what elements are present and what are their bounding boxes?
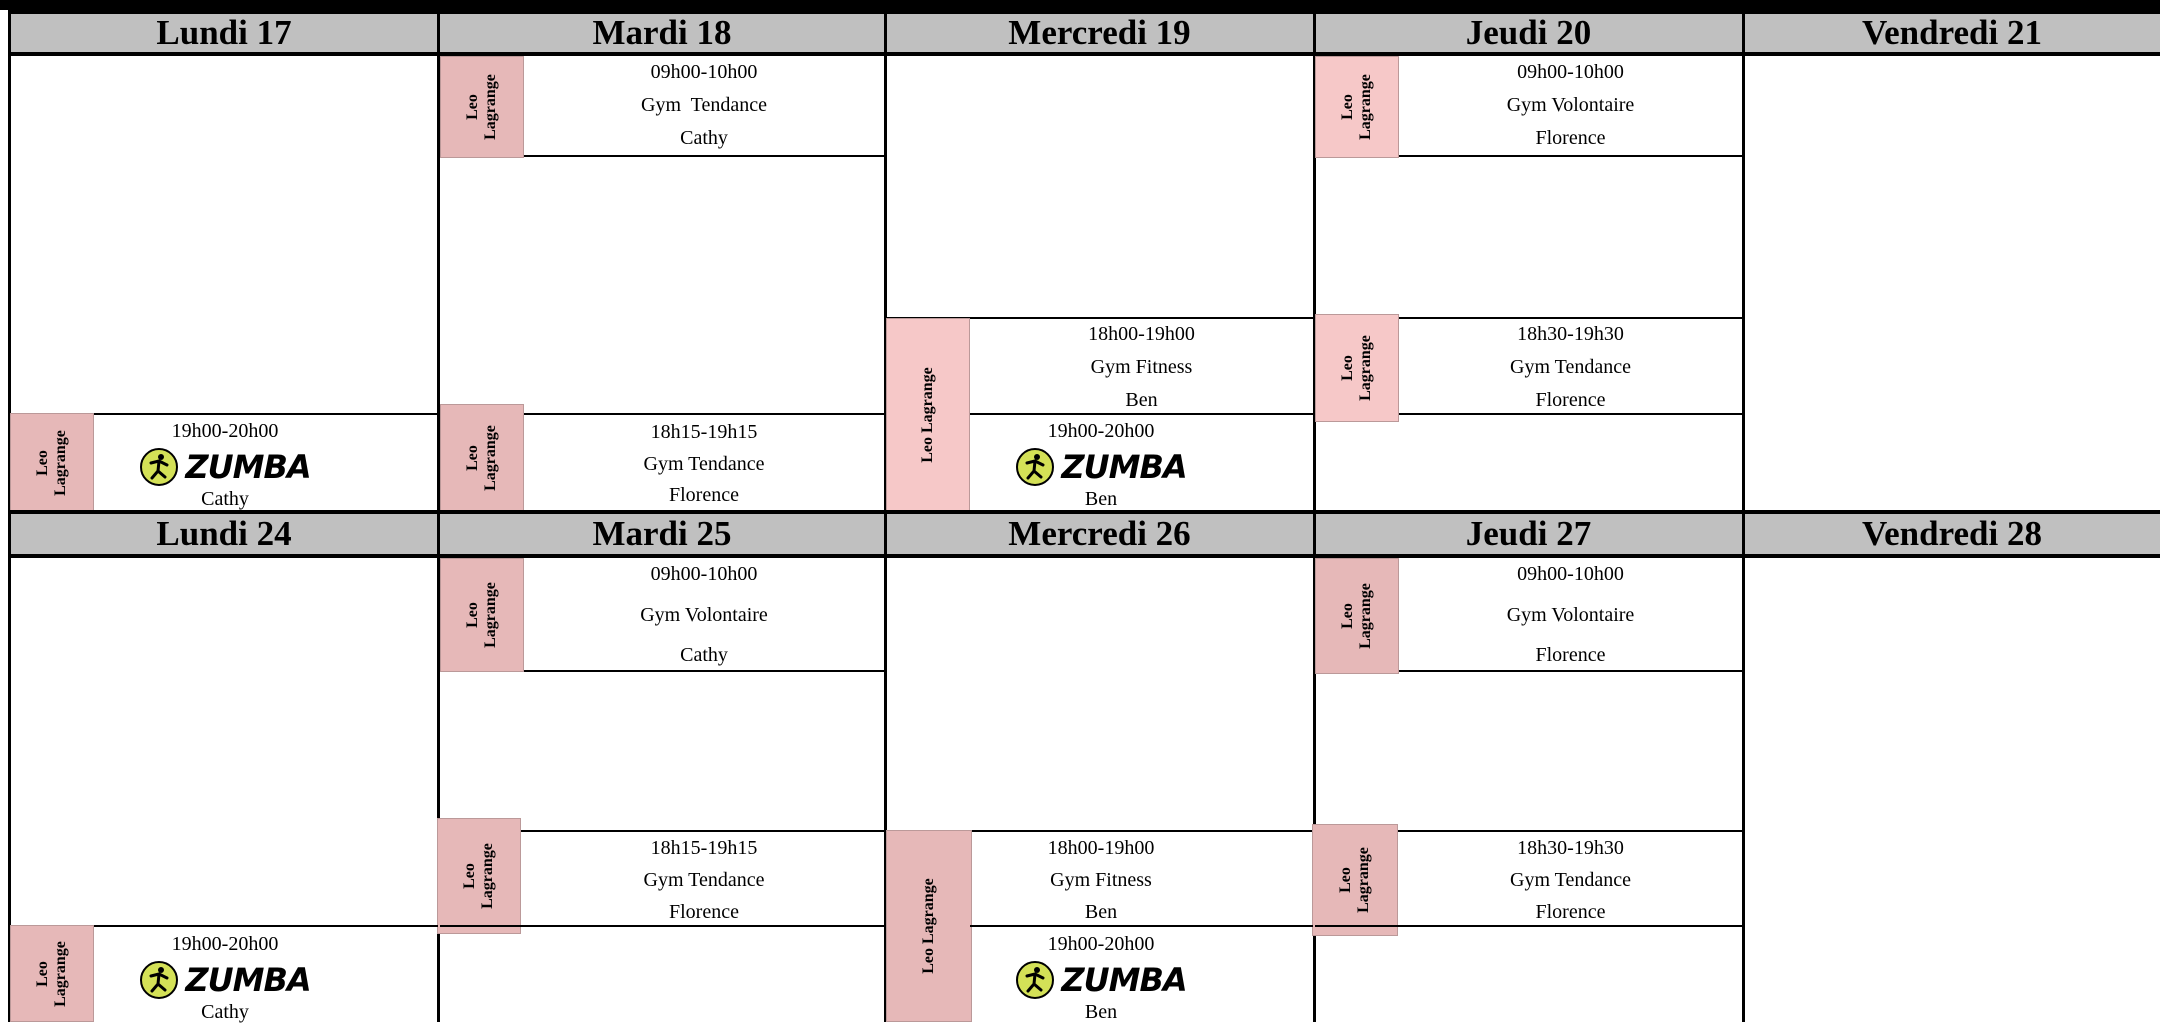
location-label bbox=[886, 318, 970, 511]
class-slot bbox=[1399, 832, 1742, 928]
slot-divider bbox=[1315, 925, 1742, 927]
slot-time: 19h00-20h00 bbox=[1047, 420, 1155, 442]
slot-divider bbox=[1399, 155, 1742, 157]
top-border bbox=[0, 0, 2160, 10]
day-label: Jeudi 20 bbox=[1465, 13, 1592, 52]
day-header-vendredi-21 bbox=[1744, 10, 2160, 56]
location-label bbox=[1312, 824, 1398, 936]
day-header-jeudi-27 bbox=[1315, 510, 1742, 558]
slot-time: 09h00-10h00 bbox=[650, 61, 758, 83]
location-text: Leo Lagrange bbox=[34, 429, 69, 496]
slot-divider bbox=[440, 925, 884, 927]
location-text: Leo Lagrange bbox=[464, 425, 499, 491]
slot-time: 19h00-20h00 bbox=[171, 420, 279, 442]
slot-divider bbox=[524, 670, 884, 672]
class-slot bbox=[970, 930, 1232, 1022]
slot-coach: Ben bbox=[1084, 1001, 1118, 1023]
zumba-logo bbox=[94, 958, 356, 1002]
day-label: Jeudi 27 bbox=[1465, 514, 1592, 553]
slot-coach: Ben bbox=[1084, 488, 1118, 510]
location-label bbox=[440, 56, 524, 158]
slot-coach: Florence bbox=[669, 484, 739, 506]
location-text: Leo Lagrange bbox=[1339, 74, 1374, 140]
class-slot bbox=[524, 832, 884, 928]
day-header-mercredi-19 bbox=[886, 10, 1313, 56]
day-label: Mercredi 26 bbox=[1008, 514, 1191, 553]
class-slot bbox=[1399, 318, 1742, 417]
day-header-mercredi-26 bbox=[886, 510, 1313, 558]
slot-time: 09h00-10h00 bbox=[650, 563, 758, 585]
column-divider bbox=[1742, 510, 1745, 1022]
day-label: Vendredi 28 bbox=[1862, 514, 2042, 553]
slot-coach: Florence bbox=[669, 901, 739, 923]
class-slot bbox=[524, 56, 884, 155]
class-slot bbox=[524, 416, 884, 510]
slot-activity: Gym Volontaire bbox=[1506, 604, 1635, 626]
location-text: Leo Lagrange bbox=[1339, 583, 1374, 649]
location-label bbox=[440, 404, 524, 512]
slot-time: 18h15-19h15 bbox=[650, 837, 758, 859]
slot-activity: Gym Tendance bbox=[1510, 356, 1631, 378]
location-text: Leo Lagrange bbox=[464, 74, 499, 140]
location-text: Leo Lagrange bbox=[1339, 335, 1374, 401]
day-label: Lundi 24 bbox=[156, 514, 292, 553]
location-label bbox=[1315, 314, 1399, 422]
slot-coach: Florence bbox=[1535, 644, 1606, 666]
slot-activity: Gym Volontaire bbox=[640, 604, 768, 626]
day-header-lundi-24 bbox=[10, 510, 438, 558]
slot-coach: Cathy bbox=[201, 1001, 249, 1023]
slot-time: 18h00-19h00 bbox=[1047, 837, 1155, 859]
zumba-wordmark: ZUMBA bbox=[1061, 448, 1187, 486]
slot-activity: Gym Tendance bbox=[643, 453, 765, 475]
location-text: Leo Lagrange bbox=[1337, 847, 1372, 913]
slot-activity: Gym Tendance bbox=[641, 94, 767, 116]
slot-time: 18h30-19h30 bbox=[1517, 323, 1624, 345]
zumba-logo bbox=[94, 445, 356, 489]
location-label bbox=[10, 925, 94, 1022]
class-slot bbox=[970, 417, 1232, 509]
day-label: Lundi 17 bbox=[156, 13, 292, 52]
location-label bbox=[437, 818, 521, 934]
slot-divider bbox=[524, 155, 884, 157]
zumba-figure-icon bbox=[139, 447, 179, 487]
location-label bbox=[1315, 558, 1399, 674]
zumba-figure-icon bbox=[1015, 960, 1055, 1000]
day-label: Vendredi 21 bbox=[1862, 13, 2042, 52]
day-header-jeudi-20 bbox=[1315, 10, 1742, 56]
day-header-mardi-18 bbox=[440, 10, 884, 56]
class-slot bbox=[970, 318, 1313, 417]
class-slot bbox=[1399, 558, 1742, 670]
slot-activity: Gym Fitness bbox=[1090, 356, 1193, 378]
slot-time: 09h00-10h00 bbox=[1517, 61, 1624, 83]
slot-divider bbox=[970, 925, 1313, 927]
slot-activity: Gym Tendance bbox=[643, 869, 765, 891]
slot-coach: Cathy bbox=[201, 488, 249, 510]
class-slot bbox=[94, 930, 356, 1022]
slot-coach: Cathy bbox=[680, 127, 728, 149]
class-slot bbox=[1399, 56, 1742, 155]
day-label: Mardi 25 bbox=[592, 514, 732, 553]
class-slot bbox=[524, 558, 884, 670]
day-header-mardi-25 bbox=[440, 510, 884, 558]
slot-time: 09h00-10h00 bbox=[1517, 563, 1624, 585]
slot-activity: Gym Fitness bbox=[1050, 869, 1152, 891]
day-label: Mardi 18 bbox=[592, 13, 732, 52]
day-header-lundi-17 bbox=[10, 10, 438, 56]
day-label: Mercredi 19 bbox=[1008, 13, 1191, 52]
zumba-logo bbox=[970, 958, 1232, 1002]
slot-coach: Florence bbox=[1535, 127, 1606, 149]
class-slot bbox=[94, 417, 356, 509]
slot-time: 18h30-19h30 bbox=[1517, 837, 1624, 859]
slot-divider bbox=[970, 413, 1313, 415]
column-divider bbox=[1742, 10, 1745, 512]
location-label bbox=[10, 413, 94, 512]
slot-time: 18h15-19h15 bbox=[650, 421, 758, 443]
zumba-wordmark: ZUMBA bbox=[185, 961, 311, 999]
location-label bbox=[886, 830, 972, 1022]
location-text: Leo Lagrange bbox=[461, 843, 496, 909]
slot-time: 19h00-20h00 bbox=[171, 933, 279, 955]
slot-divider bbox=[1399, 413, 1742, 415]
zumba-figure-icon bbox=[1015, 447, 1055, 487]
zumba-figure-icon bbox=[139, 960, 179, 1000]
location-text: Leo Lagrange bbox=[464, 582, 499, 648]
slot-activity: Gym Volontaire bbox=[1506, 94, 1635, 116]
zumba-logo bbox=[970, 445, 1232, 489]
day-header-vendredi-28 bbox=[1744, 510, 2160, 558]
location-text: Leo Lagrange bbox=[919, 366, 937, 463]
slot-activity: Gym Tendance bbox=[1510, 869, 1631, 891]
slot-divider bbox=[1399, 670, 1742, 672]
slot-coach: Cathy bbox=[680, 644, 728, 666]
slot-coach: Ben bbox=[1084, 901, 1118, 923]
location-text: Leo Lagrange bbox=[920, 878, 938, 974]
location-label bbox=[440, 558, 524, 672]
class-slot bbox=[970, 832, 1232, 928]
slot-coach: Florence bbox=[1535, 901, 1606, 923]
slot-coach: Florence bbox=[1535, 389, 1606, 411]
location-label bbox=[1315, 56, 1399, 158]
zumba-wordmark: ZUMBA bbox=[185, 448, 311, 486]
slot-time: 19h00-20h00 bbox=[1047, 933, 1155, 955]
zumba-wordmark: ZUMBA bbox=[1061, 961, 1187, 999]
slot-coach: Ben bbox=[1125, 389, 1158, 411]
location-text: Leo Lagrange bbox=[34, 940, 69, 1007]
slot-time: 18h00-19h00 bbox=[1088, 323, 1195, 345]
